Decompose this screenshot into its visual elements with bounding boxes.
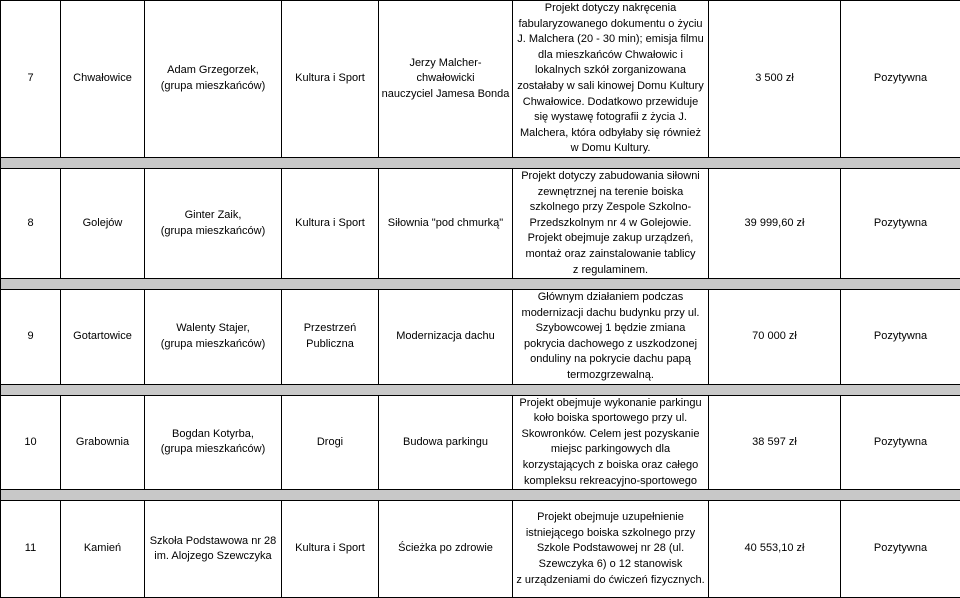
cell-line: zostałaby w sali kinowej Domu Kultury (517, 80, 703, 92)
project-name-cell (379, 1, 513, 158)
cell-line: Szybowcowej 1 będzie zmiana (536, 322, 686, 334)
evaluation-cell (841, 501, 960, 598)
cell-text: Pozytywna (874, 436, 927, 448)
category-cell (282, 290, 379, 385)
cell-line: Chwałowice. Dodatkowo przewiduje (523, 96, 698, 108)
row-number (1, 168, 61, 278)
applicant-cell (145, 1, 282, 158)
cell-line: Kultura i Sport (295, 217, 365, 229)
evaluation-cell (841, 395, 960, 490)
cell-line: Malchera, która odbyłaby się również (520, 127, 701, 139)
amount-cell (709, 395, 841, 490)
cell-line: pokrycia dachowego z uszkodzonej (524, 338, 697, 350)
cell-text: Kamień (84, 542, 121, 554)
location-cell (61, 395, 145, 490)
table-row (1, 290, 960, 385)
evaluation-cell (841, 290, 960, 385)
cell-line: Jerzy Malcher-chwałowicki (409, 57, 481, 85)
applicant-cell (145, 395, 282, 490)
table-body (1, 1, 960, 598)
row-separator (1, 490, 960, 501)
location-cell (61, 290, 145, 385)
cell-line: Projekt dotyczy nakręcenia (545, 2, 676, 14)
category-cell (282, 501, 379, 598)
cell-line: Budowa parkingu (403, 436, 488, 448)
separator-cell (1, 157, 960, 168)
cell-line: Drogi (317, 436, 343, 448)
cell-line: Przestrzeń (304, 322, 357, 334)
cell-line: miejsc parkingowych dla (551, 443, 670, 455)
cell-text: Grabownia (76, 436, 129, 448)
cell-line: się wystawę fotografii z życia J. (534, 111, 687, 123)
description-cell (513, 395, 709, 490)
cell-line: Ginter Zaik, (185, 209, 242, 221)
cell-line: Szewczyka 6) o 12 stanowisk (539, 558, 683, 570)
project-name-cell (379, 501, 513, 598)
category-cell (282, 395, 379, 490)
table-row (1, 395, 960, 490)
row-number (1, 1, 61, 158)
cell-line: Przedszkolnym nr 4 w Golejowie. (529, 217, 691, 229)
cell-line: koło boiska sportowego przy ul. (534, 412, 687, 424)
cell-text: 70 000 zł (752, 330, 797, 342)
cell-line: z regulaminem. (573, 264, 648, 276)
cell-line: Projekt obejmuje uzupełnienie (537, 511, 684, 523)
evaluation-cell (841, 1, 960, 158)
cell-line: Modernizacja dachu (396, 330, 494, 342)
cell-line: Adam Grzegorzek, (167, 64, 259, 76)
row-separator (1, 384, 960, 395)
cell-text: Golejów (83, 217, 123, 229)
cell-line: szkolnego przy Zespole Szkolno- (530, 201, 691, 213)
cell-line: lokalnych szkół zorganizowana (535, 64, 686, 76)
cell-line: J. Malchera (20 - 30 min); emisja filmu (517, 33, 703, 45)
row-number (1, 501, 61, 598)
cell-line: fabularyzowanego dokumentu o życiu (518, 18, 702, 30)
cell-line: Projekt obejmuje wykonanie parkingu (519, 397, 701, 409)
row-number (1, 290, 61, 385)
cell-text: 7 (27, 72, 33, 84)
location-cell (61, 1, 145, 158)
cell-line: Skowronków. Celem jest pozyskanie (522, 428, 700, 440)
cell-text: Gotartowice (73, 330, 132, 342)
separator-cell (1, 384, 960, 395)
applicant-cell (145, 168, 282, 278)
location-cell (61, 168, 145, 278)
separator-cell (1, 490, 960, 501)
cell-line: Siłownia "pod chmurką" (388, 217, 503, 229)
cell-line: Kultura i Sport (295, 542, 365, 554)
description-cell (513, 501, 709, 598)
project-name-cell (379, 395, 513, 490)
cell-line: Głównym działaniem podczas (538, 291, 684, 303)
location-cell (61, 501, 145, 598)
project-name-cell (379, 290, 513, 385)
evaluation-cell (841, 168, 960, 278)
cell-line: (grupa mieszkańców) (161, 443, 266, 455)
separator-cell (1, 279, 960, 290)
cell-text: Pozytywna (874, 542, 927, 554)
cell-line: onduliny na pokrycie dachu papą (530, 353, 691, 365)
cell-line: (grupa mieszkańców) (161, 225, 266, 237)
amount-cell (709, 168, 841, 278)
table-row (1, 501, 960, 598)
row-separator (1, 279, 960, 290)
cell-line: Publiczna (306, 338, 354, 350)
row-separator (1, 157, 960, 168)
cell-line: montaż oraz zainstalowanie tablicy (526, 248, 696, 260)
cell-line: im. Alojzego Szewczyka (154, 550, 271, 562)
amount-cell (709, 1, 841, 158)
cell-line: (grupa mieszkańców) (161, 338, 266, 350)
cell-line: istniejącego boiska szkolnego przy (526, 527, 695, 539)
applicant-cell (145, 501, 282, 598)
table-row (1, 168, 960, 278)
row-number (1, 395, 61, 490)
cell-line: zewnętrznej na terenie boiska (538, 186, 684, 198)
cell-text: 38 597 zł (752, 436, 797, 448)
table-row (1, 1, 960, 158)
cell-line: z urządzeniami do ćwiczeń fizycznych. (516, 574, 704, 586)
cell-line: Szkole Podstawowej nr 28 (ul. (537, 542, 684, 554)
applicant-cell (145, 290, 282, 385)
cell-line: Bogdan Kotyrba, (172, 428, 254, 440)
cell-line: Walenty Stajer, (176, 322, 250, 334)
category-cell (282, 1, 379, 158)
cell-text: Pozytywna (874, 72, 927, 84)
cell-text: 10 (24, 436, 36, 448)
cell-line: korzystających z boiska oraz całego (523, 459, 698, 471)
cell-line: Projekt dotyczy zabudowania siłowni (521, 170, 700, 182)
cell-line: Kultura i Sport (295, 72, 365, 84)
cell-line: Projekt obejmuje zakup urządzeń, (528, 232, 694, 244)
amount-cell (709, 501, 841, 598)
cell-line: Ścieżka po zdrowie (398, 542, 493, 554)
category-cell (282, 168, 379, 278)
cell-text: 3 500 zł (755, 72, 794, 84)
cell-line: kompleksu rekreacyjno-sportowego (524, 475, 697, 487)
project-name-cell (379, 168, 513, 278)
cell-text: Pozytywna (874, 217, 927, 229)
cell-text: 9 (27, 330, 33, 342)
amount-cell (709, 290, 841, 385)
description-cell (513, 168, 709, 278)
cell-line: Szkoła Podstawowa nr 28 (150, 535, 277, 547)
cell-line: termozgrzewalną. (567, 369, 654, 381)
cell-text: Pozytywna (874, 330, 927, 342)
cell-line: modernizacji dachu budynku przy ul. (522, 307, 700, 319)
cell-line: nauczyciel Jamesa Bonda (382, 88, 510, 100)
cell-text: 8 (27, 217, 33, 229)
description-cell (513, 1, 709, 158)
description-cell (513, 290, 709, 385)
cell-line: dla mieszkańców Chwałowic i (538, 49, 683, 61)
cell-text: 11 (25, 542, 36, 554)
cell-line: (grupa mieszkańców) (161, 80, 266, 92)
cell-text: 40 553,10 zł (745, 542, 805, 554)
cell-line: w Domu Kultury. (571, 142, 651, 154)
cell-text: 39 999,60 zł (745, 217, 805, 229)
cell-text: Chwałowice (73, 72, 132, 84)
